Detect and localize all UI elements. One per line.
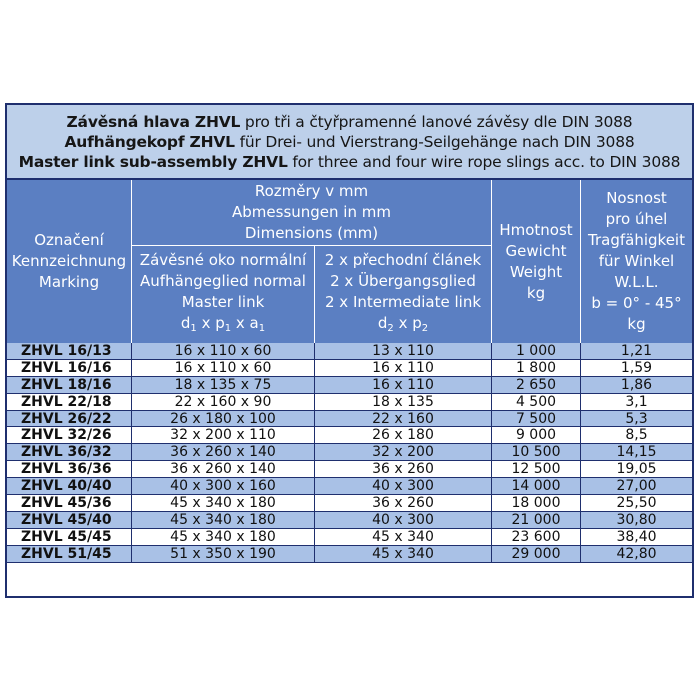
cell-weight: 7 500 — [492, 411, 581, 427]
cell-wll: 1,86 — [620, 376, 653, 393]
title-line-cz: Závěsná hlava ZHVL pro tři a čtyřpramenné lanové závěsy dle DIN 3088 — [66, 112, 633, 131]
cell-wll: 5,3 — [625, 410, 648, 427]
cell-master-link: 22 x 160 x 90 — [132, 394, 315, 410]
cell-master-link: 26 x 180 x 100 — [132, 411, 315, 427]
cell-marking: ZHVL 51/45 — [7, 546, 132, 562]
cell-weight: 1 000 — [492, 343, 581, 359]
table-row — [7, 461, 692, 478]
table-row — [7, 529, 692, 546]
cell-master-link: 16 x 110 x 60 — [132, 343, 315, 359]
spec-table — [5, 103, 694, 598]
table-row — [7, 411, 692, 428]
table-body — [7, 343, 692, 563]
header-divider — [580, 180, 581, 343]
cell-weight: 9 000 — [492, 427, 581, 443]
cell-wll: 8,5 — [625, 427, 648, 444]
cell-intermediate-link: 18 x 135 — [315, 394, 492, 410]
cell-marking: ZHVL 36/32 — [7, 444, 132, 460]
table-row — [7, 512, 692, 529]
cell-master-link: 18 x 135 x 75 — [132, 377, 315, 393]
cell-weight: 18 000 — [492, 495, 581, 511]
header-divider — [131, 245, 491, 246]
cell-weight: 29 000 — [492, 546, 581, 562]
table-row — [7, 427, 692, 444]
master-link-formula: $d_1$ x $p_1$ x $a_1$ — [180, 314, 266, 334]
cell-wll: 38,40 — [616, 528, 657, 545]
table-row — [7, 394, 692, 411]
cell-intermediate-link: 16 x 110 — [315, 360, 492, 376]
cell-marking: ZHVL 45/40 — [7, 512, 132, 528]
cell-marking: ZHVL 40/40 — [7, 478, 132, 494]
header-marking: Označení Kennzeichnung Marking — [11, 231, 127, 291]
cell-marking: ZHVL 22/18 — [7, 394, 132, 410]
table-row — [7, 546, 692, 563]
cell-weight: 12 500 — [492, 461, 581, 477]
table-row — [7, 360, 692, 377]
header-master-link: Závěsné oko normální Aufhängeglied normal Master link $d_1$ x $p_1$ x $a_1$ — [132, 246, 314, 343]
table-header — [7, 180, 692, 343]
header-dimensions: Rozměry v mm Abmessungen in mm Dimensions (mm) — [232, 182, 391, 242]
cell-weight: 2 650 — [492, 377, 581, 393]
cell-wll: 42,80 — [616, 545, 657, 562]
title-line-en: Master link sub-assembly ZHVL for three and four wire rope slings acc. to DIN 3088 — [18, 152, 681, 171]
cell-master-link: 36 x 260 x 140 — [132, 461, 315, 477]
cell-wll: 1,59 — [620, 359, 653, 376]
header-wll: Nosnost pro úhel Tragfähigkeit für Winkel W.L.L. b = 0° - 45° kg — [588, 189, 685, 333]
cell-master-link: 45 x 340 x 180 — [132, 529, 315, 545]
cell-weight: 1 800 — [492, 360, 581, 376]
cell-intermediate-link: 36 x 260 — [315, 495, 492, 511]
cell-marking: ZHVL 36/36 — [7, 461, 132, 477]
cell-intermediate-link: 40 x 300 — [315, 478, 492, 494]
cell-master-link: 51 x 350 x 190 — [132, 546, 315, 562]
cell-marking: ZHVL 26/22 — [7, 411, 132, 427]
cell-weight: 23 600 — [492, 529, 581, 545]
cell-intermediate-link: 22 x 160 — [315, 411, 492, 427]
cell-intermediate-link: 16 x 110 — [315, 377, 492, 393]
table-row — [7, 377, 692, 394]
cell-intermediate-link: 13 x 110 — [315, 343, 492, 359]
cell-intermediate-link: 32 x 200 — [315, 444, 492, 460]
cell-wll: 3,1 — [625, 393, 648, 410]
header-divider — [314, 245, 315, 343]
cell-weight: 4 500 — [492, 394, 581, 410]
cell-intermediate-link: 45 x 340 — [315, 546, 492, 562]
cell-master-link: 32 x 200 x 110 — [132, 427, 315, 443]
cell-marking: ZHVL 32/26 — [7, 427, 132, 443]
cell-intermediate-link: 45 x 340 — [315, 529, 492, 545]
cell-master-link: 16 x 110 x 60 — [132, 360, 315, 376]
table-row — [7, 478, 692, 495]
cell-master-link: 36 x 260 x 140 — [132, 444, 315, 460]
header-divider — [491, 180, 492, 343]
cell-wll: 14,15 — [616, 444, 657, 461]
header-weight: Hmotnost Gewicht Weight kg — [499, 220, 573, 302]
cell-intermediate-link: 26 x 180 — [315, 427, 492, 443]
cell-wll: 27,00 — [616, 478, 657, 495]
cell-marking: ZHVL 45/45 — [7, 529, 132, 545]
cell-intermediate-link: 36 x 260 — [315, 461, 492, 477]
cell-wll: 1,21 — [620, 342, 653, 359]
table-row — [7, 343, 692, 360]
title-line-de: Aufhängekopf ZHVL für Drei- und Vierstrang-Seilgehänge nach DIN 3088 — [64, 132, 635, 151]
cell-weight: 10 500 — [492, 444, 581, 460]
cell-wll: 30,80 — [616, 511, 657, 528]
cell-wll: 19,05 — [616, 461, 657, 478]
cell-marking: ZHVL 16/16 — [7, 360, 132, 376]
intermediate-link-formula: $d_2$ x $p_2$ — [377, 314, 429, 334]
table-row — [7, 444, 692, 461]
cell-marking: ZHVL 16/13 — [7, 343, 132, 359]
cell-weight: 14 000 — [492, 478, 581, 494]
table-row — [7, 495, 692, 512]
cell-marking: ZHVL 18/16 — [7, 377, 132, 393]
cell-master-link: 40 x 300 x 160 — [132, 478, 315, 494]
cell-weight: 21 000 — [492, 512, 581, 528]
cell-marking: ZHVL 45/36 — [7, 495, 132, 511]
table-title — [7, 105, 692, 180]
header-intermediate-link: 2 x přechodní článek 2 x Übergangsglied 2 x Intermediate link $d_2$ x $p_2$ — [315, 246, 491, 343]
cell-wll: 25,50 — [616, 494, 657, 511]
header-divider — [131, 180, 132, 343]
cell-master-link: 45 x 340 x 180 — [132, 512, 315, 528]
cell-master-link: 45 x 340 x 180 — [132, 495, 315, 511]
cell-intermediate-link: 40 x 300 — [315, 512, 492, 528]
